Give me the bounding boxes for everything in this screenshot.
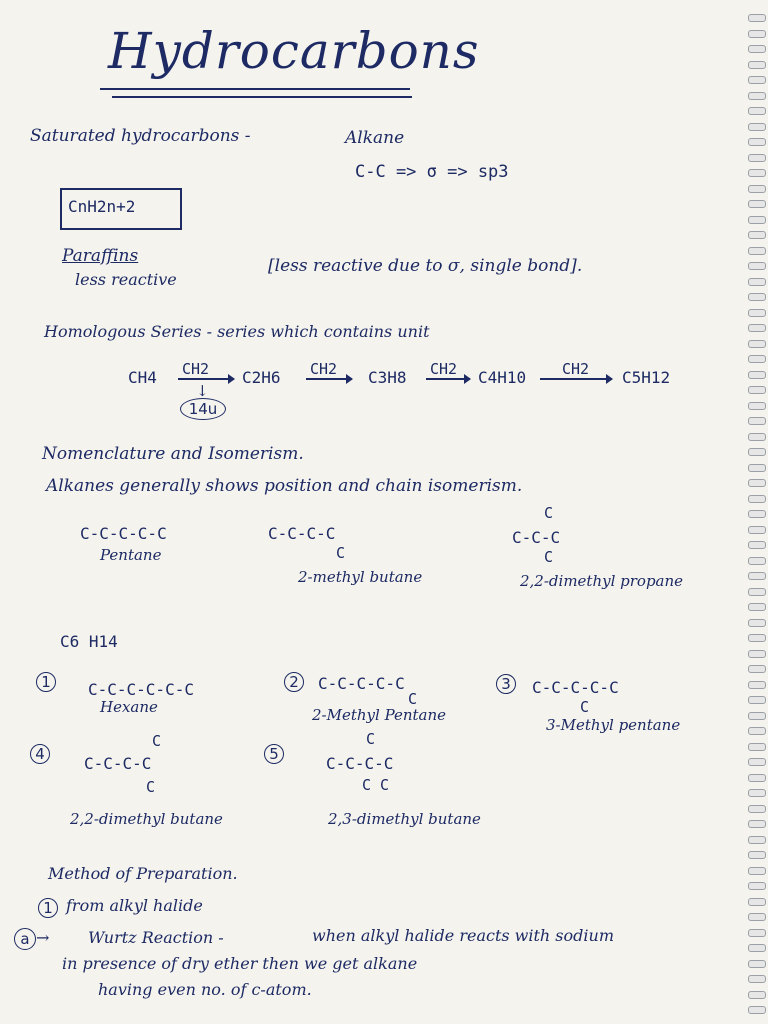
- struct-chain-2: C-C-C-C: [268, 524, 336, 543]
- spiral-loop: [748, 929, 766, 937]
- isomer-chain-5: C-C-C-C: [326, 754, 394, 773]
- spiral-loop: [748, 154, 766, 162]
- spiral-loop: [748, 960, 766, 968]
- spiral-loop: [748, 882, 766, 890]
- isomer-chain-3: C-C-C-C-C: [532, 678, 619, 697]
- title-underline-2: [112, 96, 412, 98]
- spiral-loop: [748, 820, 766, 828]
- isomer-chain-1: C-C-C-C-C-C: [88, 680, 194, 699]
- homolog-c4h10: C4H10: [478, 368, 527, 387]
- spiral-loop: [748, 944, 766, 952]
- spiral-loop: [748, 588, 766, 596]
- isomer-chain-2: C-C-C-C-C: [318, 674, 405, 693]
- homolog-c5h12: C5H12: [622, 368, 671, 387]
- spiral-loop: [748, 355, 766, 363]
- spiral-loop: [748, 45, 766, 53]
- spiral-loop: [748, 805, 766, 813]
- arrow-label-2: CH2: [310, 360, 338, 378]
- wurtz-desc-1: when alkyl halide reacts with sodium: [312, 926, 614, 945]
- prep-arrow: →: [36, 928, 50, 947]
- isomer-top-4: C: [152, 732, 162, 750]
- wurtz-desc-2: in presence of dry ether then we get alkane: [62, 954, 418, 973]
- spiral-binding: [746, 0, 768, 1024]
- nomenclature-line: Alkanes generally shows position and chain isomerism.: [46, 476, 523, 496]
- spiral-loop: [748, 758, 766, 766]
- wurtz-desc-3: having even no. of c-atom.: [98, 980, 312, 999]
- spiral-loop: [748, 557, 766, 565]
- spiral-loop: [748, 975, 766, 983]
- isomer-name-5: 2,3-dimethyl butane: [328, 810, 481, 828]
- isomer-chain-4: C-C-C-C: [84, 754, 152, 773]
- prep-heading: Method of Preparation.: [48, 864, 238, 883]
- spiral-loop: [748, 169, 766, 177]
- spiral-loop: [748, 634, 766, 642]
- spiral-loop: [748, 402, 766, 410]
- spiral-loop: [748, 898, 766, 906]
- isomer-branch-3: C: [580, 698, 590, 716]
- arrow-3: [426, 378, 470, 380]
- spiral-loop: [748, 107, 766, 115]
- spiral-loop: [748, 1006, 766, 1014]
- spiral-loop: [748, 572, 766, 580]
- spiral-loop: [748, 619, 766, 627]
- spiral-loop: [748, 774, 766, 782]
- spiral-loop: [748, 913, 766, 921]
- spiral-loop: [748, 603, 766, 611]
- spiral-loop: [748, 479, 766, 487]
- spiral-loop: [748, 712, 766, 720]
- spiral-loop: [748, 340, 766, 348]
- spiral-loop: [748, 247, 766, 255]
- isomer-number-1: 1: [36, 672, 56, 692]
- paraffins-word: Paraffins: [62, 246, 139, 266]
- saturated-label: Saturated hydrocarbons -: [30, 126, 251, 146]
- spiral-loop: [748, 743, 766, 751]
- isomer-name-1: Hexane: [100, 698, 158, 716]
- isomer-number-4: 4: [30, 744, 50, 764]
- prep-number-1: 1: [38, 898, 58, 918]
- spiral-loop: [748, 185, 766, 193]
- isomer-number-2: 2: [284, 672, 304, 692]
- spiral-loop: [748, 836, 766, 844]
- isomer-side-2: C: [408, 690, 418, 708]
- spiral-loop: [748, 138, 766, 146]
- homolog-c3h8: C3H8: [368, 368, 407, 387]
- spiral-loop: [748, 14, 766, 22]
- isomer-name-2: 2-Methyl Pentane: [312, 706, 447, 724]
- spiral-loop: [748, 851, 766, 859]
- spiral-loop: [748, 76, 766, 84]
- spiral-loop: [748, 386, 766, 394]
- struct-branch-2: C: [336, 544, 346, 562]
- spiral-loop: [748, 448, 766, 456]
- isomer-number-3: 3: [496, 674, 516, 694]
- arrow-2: [306, 378, 352, 380]
- title-underline-1: [100, 88, 410, 90]
- paraffins-sub: less reactive: [75, 270, 177, 289]
- spiral-loop: [748, 92, 766, 100]
- struct-top-3: C: [544, 504, 554, 522]
- spiral-loop: [748, 541, 766, 549]
- homolog-ch4: CH4: [128, 368, 157, 387]
- spiral-loop: [748, 727, 766, 735]
- spiral-loop: [748, 262, 766, 270]
- alkane-label: Alkane: [345, 128, 405, 148]
- bond-type: C-C => σ => sp3: [355, 162, 509, 182]
- isomer-bottom-5: C C: [362, 776, 390, 794]
- spiral-loop: [748, 324, 766, 332]
- arrow-4: [540, 378, 612, 380]
- mass-label: 14u: [180, 398, 226, 420]
- struct-name-2: 2-methyl butane: [298, 568, 423, 586]
- hexane-formula: C6 H14: [60, 632, 118, 651]
- struct-bottom-3: C: [544, 548, 554, 566]
- spiral-loop: [748, 30, 766, 38]
- struct-name-3: 2,2-dimethyl propane: [520, 572, 684, 590]
- wurtz-reaction: Wurtz Reaction -: [88, 928, 224, 947]
- spiral-loop: [748, 309, 766, 317]
- paraffins-note: [less reactive due to σ, single bond].: [268, 256, 583, 276]
- prep-from: from alkyl halide: [66, 896, 203, 915]
- spiral-loop: [748, 510, 766, 518]
- mass-arrow: ↓: [196, 382, 209, 400]
- arrow-1: [178, 378, 234, 380]
- isomer-top-5: C: [366, 730, 376, 748]
- spiral-loop: [748, 650, 766, 658]
- spiral-loop: [748, 216, 766, 224]
- isomer-name-3: 3-Methyl pentane: [546, 716, 681, 734]
- spiral-loop: [748, 495, 766, 503]
- homologous-text: Homologous Series - series which contains unit: [44, 322, 430, 341]
- spiral-loop: [748, 200, 766, 208]
- spiral-loop: [748, 464, 766, 472]
- spiral-loop: [748, 789, 766, 797]
- spiral-loop: [748, 991, 766, 999]
- spiral-loop: [748, 371, 766, 379]
- nomenclature-heading: Nomenclature and Isomerism.: [42, 444, 304, 464]
- spiral-loop: [748, 293, 766, 301]
- isomer-number-5: 5: [264, 744, 284, 764]
- struct-chain-1: C-C-C-C-C: [80, 524, 167, 543]
- arrow-label-4: CH2: [562, 360, 590, 378]
- spiral-loop: [748, 231, 766, 239]
- spiral-loop: [748, 867, 766, 875]
- struct-chain-3: C-C-C: [512, 528, 561, 547]
- spiral-loop: [748, 61, 766, 69]
- arrow-label-1: CH2: [182, 360, 210, 378]
- arrow-label-3: CH2: [430, 360, 458, 378]
- isomer-bottom-4: C: [146, 778, 156, 796]
- spiral-loop: [748, 433, 766, 441]
- homolog-c2h6: C2H6: [242, 368, 281, 387]
- prep-point-a: a: [14, 928, 36, 950]
- spiral-loop: [748, 526, 766, 534]
- spiral-loop: [748, 696, 766, 704]
- spiral-loop: [748, 665, 766, 673]
- spiral-loop: [748, 278, 766, 286]
- general-formula: CnH2n+2: [68, 197, 136, 216]
- page-title: Hydrocarbons: [108, 22, 480, 80]
- spiral-loop: [748, 681, 766, 689]
- struct-name-1: Pentane: [100, 546, 162, 564]
- isomer-name-4: 2,2-dimethyl butane: [70, 810, 223, 828]
- spiral-loop: [748, 417, 766, 425]
- spiral-loop: [748, 123, 766, 131]
